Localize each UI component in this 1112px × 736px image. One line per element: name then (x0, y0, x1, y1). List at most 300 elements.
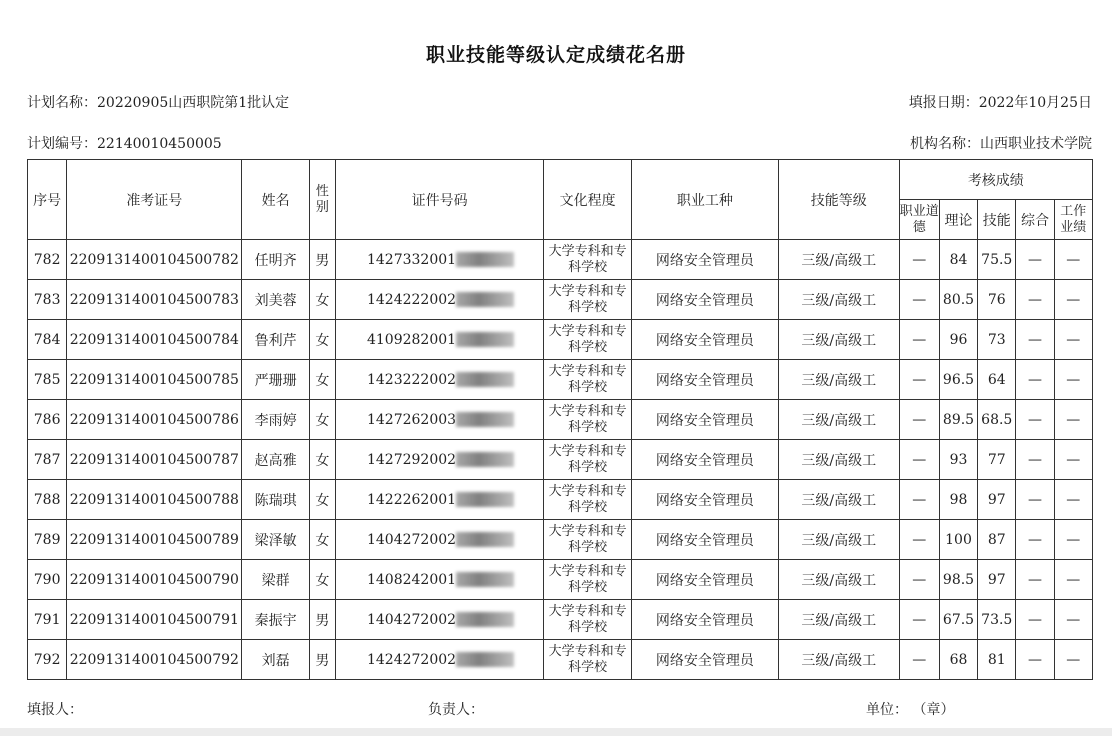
cell-exam-no (67, 320, 242, 360)
cell-education-text: 大学专科和专科学校 (548, 603, 627, 635)
cell-exam-no-text: 2209131400104500784 (69, 331, 239, 348)
cell-occupation (631, 320, 778, 360)
cell-skill-level-text: 三级/高级工 (801, 612, 877, 629)
cell-gender-text: 女 (315, 572, 330, 589)
cell-education-text: 大学专科和专科学校 (548, 483, 627, 515)
footer-filler: 填报人： (27, 702, 83, 718)
cell-skill-text: 97 (987, 491, 1006, 508)
cell-work-performance-text: — (1066, 611, 1081, 628)
cell-skill-level (778, 640, 899, 680)
cell-theory (939, 440, 977, 480)
cell-skill-level-text: 三级/高级工 (801, 572, 877, 589)
cell-work-performance (1054, 480, 1092, 520)
cell-education-text: 大学专科和专科学校 (548, 323, 627, 355)
cell-name (242, 640, 309, 680)
cell-theory-text: 84 (949, 251, 968, 268)
header-education: 文化程度 (544, 160, 632, 240)
cell-skill-text: 73.5 (981, 611, 1013, 628)
cell-skill (978, 600, 1016, 640)
cell-id-no-text: 1404272002 (366, 611, 457, 628)
cell-gender (309, 560, 335, 600)
cell-skill-level (778, 320, 899, 360)
score-roster-table (27, 159, 1093, 680)
cell-skill-level-text: 三级/高级工 (801, 532, 877, 549)
table-row (28, 280, 1093, 320)
cell-name (242, 280, 309, 320)
cell-name-text: 严珊珊 (254, 372, 297, 389)
cell-ethics-text: — (912, 251, 927, 268)
cell-seq-text: 788 (33, 491, 61, 508)
cell-work-performance-text: — (1066, 651, 1081, 668)
table-row (28, 440, 1093, 480)
cell-seq-text: 789 (33, 531, 61, 548)
cell-ethics-text: — (912, 371, 927, 388)
cell-gender (309, 240, 335, 280)
cell-occupation (631, 440, 778, 480)
cell-seq (28, 400, 67, 440)
cell-occupation (631, 400, 778, 440)
cell-theory-text: 93 (949, 451, 968, 468)
cell-education (544, 360, 632, 400)
cell-name-text: 刘美蓉 (254, 292, 297, 309)
cell-gender (309, 360, 335, 400)
cell-education (544, 640, 632, 680)
cell-work-performance (1054, 520, 1092, 560)
cell-id-no-text: 1424222002 (366, 291, 457, 308)
cell-skill-level (778, 280, 899, 320)
cell-seq-text: 782 (33, 251, 61, 268)
cell-comprehensive (1016, 560, 1054, 600)
cell-id-no (335, 560, 543, 600)
cell-work-performance-text: — (1066, 451, 1081, 468)
cell-gender-text: 女 (315, 292, 330, 309)
cell-skill (978, 480, 1016, 520)
cell-comprehensive-text: — (1027, 411, 1042, 428)
page-title: 职业技能等级认定成绩花名册 (425, 44, 686, 66)
cell-comprehensive-text: — (1027, 491, 1042, 508)
cell-work-performance (1054, 280, 1092, 320)
redaction-blur (456, 652, 514, 667)
cell-ethics (899, 360, 939, 400)
cell-skill-level (778, 400, 899, 440)
cell-education (544, 280, 632, 320)
cell-exam-no-text: 2209131400104500792 (69, 651, 239, 668)
cell-work-performance (1054, 400, 1092, 440)
cell-theory (939, 320, 977, 360)
table-row (28, 600, 1093, 640)
cell-id-no (335, 640, 543, 680)
report-date-value: 2022年10月25日 (978, 95, 1092, 111)
report-date (909, 92, 1092, 112)
cell-comprehensive (1016, 520, 1054, 560)
cell-gender (309, 520, 335, 560)
cell-theory-text: 80.5 (942, 291, 975, 308)
cell-id-no-text: 1427262003 (366, 411, 457, 428)
cell-education-text: 大学专科和专科学校 (548, 363, 627, 395)
cell-skill (978, 640, 1016, 680)
cell-name (242, 360, 309, 400)
org-name-value: 山西职业技术学院 (980, 136, 1092, 152)
redaction-blur (456, 252, 514, 267)
cell-work-performance-text: — (1066, 251, 1081, 268)
plan-number-value: 22140010450005 (97, 136, 222, 152)
cell-work-performance (1054, 600, 1092, 640)
cell-theory-text: 96.5 (942, 371, 975, 388)
footer-responsible: 负责人： (428, 702, 484, 718)
cell-ethics-text: — (912, 491, 927, 508)
cell-seq-text: 784 (33, 331, 61, 348)
cell-exam-no (67, 520, 242, 560)
cell-comprehensive-text: — (1027, 651, 1042, 668)
cell-seq-text: 792 (33, 651, 61, 668)
cell-occupation (631, 560, 778, 600)
cell-ethics (899, 520, 939, 560)
cell-id-no (335, 280, 543, 320)
cell-seq (28, 480, 67, 520)
cell-education (544, 240, 632, 280)
cell-seq (28, 600, 67, 640)
cell-skill-text: 68.5 (981, 411, 1013, 428)
cell-occupation (631, 640, 778, 680)
cell-id-no (335, 480, 543, 520)
cell-ethics (899, 400, 939, 440)
table-row (28, 560, 1093, 600)
cell-id-no (335, 600, 543, 640)
cell-education (544, 400, 632, 440)
cell-gender-text: 女 (315, 532, 330, 549)
cell-work-performance-text: — (1066, 411, 1081, 428)
cell-ethics (899, 320, 939, 360)
cell-theory-text: 98.5 (942, 571, 975, 588)
cell-ethics (899, 480, 939, 520)
cell-work-performance-text: — (1066, 331, 1081, 348)
cell-name-text: 赵高雅 (254, 452, 297, 469)
cell-skill (978, 360, 1016, 400)
redaction-blur (456, 412, 514, 427)
roster-body (28, 240, 1093, 680)
cell-seq-text: 785 (33, 371, 61, 388)
cell-exam-no-text: 2209131400104500786 (69, 411, 239, 428)
cell-ethics-text: — (912, 291, 927, 308)
cell-ethics (899, 600, 939, 640)
cell-skill-text: 81 (987, 651, 1006, 668)
cell-skill-level (778, 560, 899, 600)
cell-comprehensive (1016, 320, 1054, 360)
cell-gender (309, 400, 335, 440)
header-work-performance: 工作业绩 (1054, 200, 1092, 240)
cell-name (242, 400, 309, 440)
cell-name-text: 梁群 (261, 572, 290, 589)
cell-seq-text: 791 (33, 611, 61, 628)
cell-education (544, 520, 632, 560)
cell-gender-text: 女 (315, 372, 330, 389)
table-row (28, 400, 1093, 440)
cell-name (242, 240, 309, 280)
cell-comprehensive (1016, 480, 1054, 520)
cell-skill-level (778, 360, 899, 400)
header-ethics: 职业道德 (899, 200, 939, 240)
header-name: 姓名 (242, 160, 309, 240)
plan-number (27, 133, 222, 153)
cell-skill (978, 440, 1016, 480)
cell-education (544, 480, 632, 520)
org-name-label: 机构名称 ： (910, 136, 980, 152)
cell-skill-text: 76 (987, 291, 1006, 308)
cell-name (242, 440, 309, 480)
cell-comprehensive-text: — (1027, 611, 1042, 628)
cell-ethics-text: — (912, 411, 927, 428)
cell-ethics (899, 560, 939, 600)
cell-comprehensive (1016, 400, 1054, 440)
header-seq: 序号 (28, 160, 67, 240)
cell-theory (939, 600, 977, 640)
cell-name-text: 李雨婷 (254, 412, 297, 429)
cell-comprehensive-text: — (1027, 331, 1042, 348)
cell-ethics-text: — (912, 451, 927, 468)
cell-id-no (335, 360, 543, 400)
cell-exam-no (67, 240, 242, 280)
cell-occupation-text: 网络安全管理员 (655, 372, 754, 389)
cell-theory (939, 360, 977, 400)
cell-ethics (899, 280, 939, 320)
cell-occupation-text: 网络安全管理员 (655, 252, 754, 269)
cell-seq (28, 320, 67, 360)
cell-education (544, 600, 632, 640)
cell-skill-level (778, 440, 899, 480)
cell-work-performance (1054, 320, 1092, 360)
cell-skill-text: 97 (987, 571, 1006, 588)
cell-theory (939, 280, 977, 320)
cell-seq (28, 560, 67, 600)
cell-id-no-text: 1408242001 (366, 571, 457, 588)
cell-name-text: 陈瑞琪 (254, 492, 297, 509)
cell-name (242, 600, 309, 640)
cell-occupation-text: 网络安全管理员 (655, 332, 754, 349)
table-row (28, 480, 1093, 520)
cell-education-text: 大学专科和专科学校 (548, 403, 627, 435)
cell-ethics-text: — (912, 611, 927, 628)
cell-comprehensive-text: — (1027, 531, 1042, 548)
header-occupation: 职业工种 (631, 160, 778, 240)
cell-ethics-text: — (912, 331, 927, 348)
table-row (28, 640, 1093, 680)
redaction-blur (456, 452, 514, 467)
scan-edge (0, 728, 1112, 736)
cell-name (242, 480, 309, 520)
cell-exam-no (67, 400, 242, 440)
cell-occupation-text: 网络安全管理员 (655, 292, 754, 309)
cell-ethics-text: — (912, 651, 927, 668)
cell-skill-level-text: 三级/高级工 (801, 252, 877, 269)
table-row (28, 360, 1093, 400)
header-skill-level: 技能等级 (778, 160, 899, 240)
cell-skill-level-text: 三级/高级工 (801, 652, 877, 669)
cell-occupation (631, 520, 778, 560)
cell-name-text: 任明齐 (254, 252, 297, 269)
cell-id-no-text: 1424272002 (366, 651, 457, 668)
cell-gender (309, 440, 335, 480)
cell-work-performance (1054, 360, 1092, 400)
cell-gender-text: 男 (315, 652, 330, 669)
cell-occupation (631, 240, 778, 280)
cell-id-no-text: 1404272002 (366, 531, 457, 548)
cell-theory (939, 640, 977, 680)
cell-gender-text: 女 (315, 452, 330, 469)
cell-gender (309, 320, 335, 360)
cell-skill-text: 87 (987, 531, 1006, 548)
cell-occupation-text: 网络安全管理员 (655, 572, 754, 589)
cell-name-text: 梁泽敏 (254, 532, 297, 549)
cell-skill (978, 320, 1016, 360)
cell-skill (978, 560, 1016, 600)
table-row (28, 320, 1093, 360)
cell-exam-no-text: 2209131400104500791 (69, 611, 239, 628)
cell-skill-level (778, 600, 899, 640)
cell-exam-no (67, 480, 242, 520)
cell-comprehensive (1016, 360, 1054, 400)
cell-skill-level-text: 三级/高级工 (801, 292, 877, 309)
cell-exam-no-text: 2209131400104500789 (69, 531, 239, 548)
cell-occupation-text: 网络安全管理员 (655, 612, 754, 629)
cell-skill-level (778, 240, 899, 280)
table-row (28, 240, 1093, 280)
cell-work-performance (1054, 240, 1092, 280)
cell-comprehensive (1016, 240, 1054, 280)
cell-skill (978, 400, 1016, 440)
plan-number-label: 计划编号 ： (27, 136, 97, 152)
cell-exam-no (67, 600, 242, 640)
cell-exam-no (67, 640, 242, 680)
cell-skill-level (778, 480, 899, 520)
cell-education-text: 大学专科和专科学校 (548, 563, 627, 595)
cell-id-no (335, 320, 543, 360)
cell-skill-level-text: 三级/高级工 (801, 492, 877, 509)
cell-education-text: 大学专科和专科学校 (548, 443, 627, 475)
cell-skill (978, 520, 1016, 560)
plan-name-label: 计划名称 ： (27, 95, 97, 111)
cell-name-text: 鲁利芹 (254, 332, 297, 349)
cell-comprehensive-text: — (1027, 251, 1042, 268)
cell-work-performance-text: — (1066, 371, 1081, 388)
cell-id-no-text: 1423222002 (366, 371, 457, 388)
table-row (28, 520, 1093, 560)
cell-education (544, 440, 632, 480)
cell-work-performance-text: — (1066, 531, 1081, 548)
cell-theory-text: 67.5 (942, 611, 975, 628)
cell-seq (28, 520, 67, 560)
redaction-blur (456, 572, 514, 587)
cell-skill-level-text: 三级/高级工 (801, 332, 877, 349)
cell-skill (978, 240, 1016, 280)
cell-seq (28, 360, 67, 400)
report-date-label: 填报日期 ： (909, 95, 979, 111)
cell-name-text: 秦振宇 (254, 612, 297, 629)
footer-unit-label: 单位： (866, 702, 908, 718)
cell-seq (28, 640, 67, 680)
cell-theory (939, 480, 977, 520)
cell-seq (28, 240, 67, 280)
cell-id-no (335, 520, 543, 560)
redaction-blur (456, 532, 514, 547)
cell-id-no (335, 240, 543, 280)
cell-skill-text: 64 (987, 371, 1006, 388)
cell-skill-level-text: 三级/高级工 (801, 372, 877, 389)
cell-occupation-text: 网络安全管理员 (655, 412, 754, 429)
cell-gender (309, 280, 335, 320)
cell-occupation-text: 网络安全管理员 (655, 652, 754, 669)
cell-name (242, 560, 309, 600)
cell-occupation-text: 网络安全管理员 (655, 452, 754, 469)
cell-education (544, 320, 632, 360)
cell-id-no (335, 440, 543, 480)
cell-gender-text: 女 (315, 332, 330, 349)
cell-ethics-text: — (912, 571, 927, 588)
cell-skill (978, 280, 1016, 320)
cell-theory (939, 560, 977, 600)
cell-comprehensive (1016, 440, 1054, 480)
cell-skill-text: 75.5 (981, 251, 1013, 268)
cell-theory (939, 400, 977, 440)
plan-name (27, 92, 289, 112)
cell-gender-text: 女 (315, 492, 330, 509)
cell-education-text: 大学专科和专科学校 (548, 243, 627, 275)
cell-work-performance (1054, 440, 1092, 480)
cell-comprehensive (1016, 280, 1054, 320)
cell-exam-no-text: 2209131400104500787 (69, 451, 239, 468)
cell-exam-no-text: 2209131400104500785 (69, 371, 239, 388)
cell-seq-text: 786 (33, 411, 61, 428)
redaction-blur (456, 612, 514, 627)
cell-occupation-text: 网络安全管理员 (655, 492, 754, 509)
cell-seq-text: 783 (33, 291, 61, 308)
cell-exam-no (67, 440, 242, 480)
cell-ethics (899, 440, 939, 480)
cell-theory (939, 520, 977, 560)
cell-theory-text: 68 (949, 651, 968, 668)
cell-skill-level-text: 三级/高级工 (801, 452, 877, 469)
cell-name (242, 320, 309, 360)
cell-exam-no-text: 2209131400104500790 (69, 571, 239, 588)
header-exam-no: 准考证号 (67, 160, 242, 240)
cell-seq (28, 440, 67, 480)
cell-work-performance (1054, 640, 1092, 680)
cell-gender-text: 男 (315, 612, 330, 629)
cell-comprehensive-text: — (1027, 371, 1042, 388)
cell-occupation (631, 360, 778, 400)
cell-comprehensive (1016, 640, 1054, 680)
cell-ethics-text: — (912, 531, 927, 548)
footer-seal: （章） (912, 702, 955, 718)
cell-gender (309, 480, 335, 520)
cell-theory-text: 98 (949, 491, 968, 508)
cell-skill-text: 73 (987, 331, 1006, 348)
cell-ethics (899, 640, 939, 680)
header-scores-group: 考核成绩 (899, 160, 1092, 200)
cell-occupation-text: 网络安全管理员 (655, 532, 754, 549)
cell-education-text: 大学专科和专科学校 (548, 643, 627, 675)
cell-theory-text: 96 (949, 331, 968, 348)
org-name (910, 133, 1092, 153)
header-id-no: 证件号码 (335, 160, 543, 240)
cell-comprehensive-text: — (1027, 291, 1042, 308)
footer-unit (866, 699, 954, 719)
cell-education-text: 大学专科和专科学校 (548, 283, 627, 315)
cell-occupation (631, 480, 778, 520)
cell-skill-level-text: 三级/高级工 (801, 412, 877, 429)
cell-id-no-text: 4109282001 (366, 331, 457, 348)
cell-exam-no-text: 2209131400104500782 (69, 251, 239, 268)
cell-name (242, 520, 309, 560)
